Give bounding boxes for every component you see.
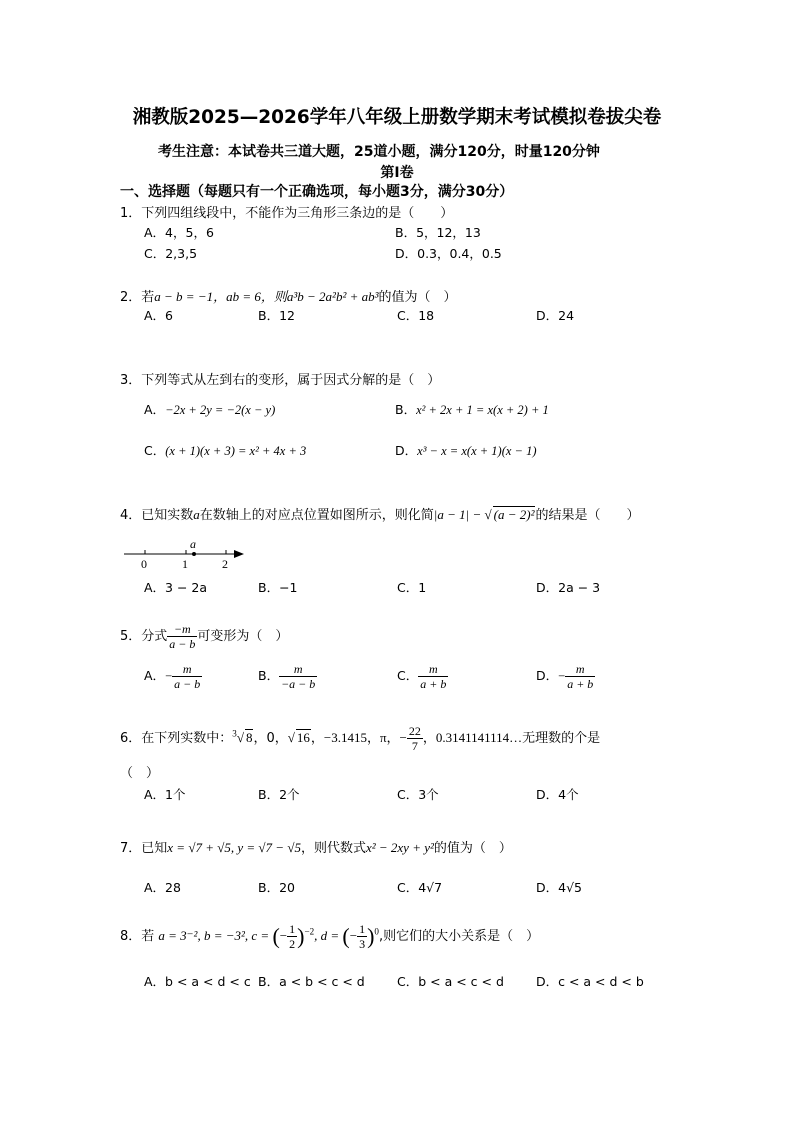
q8-ab: a = 3⁻², b = −3², c =	[158, 928, 273, 943]
q5-option-b-den: −a − b	[281, 677, 316, 691]
exam-title: 湘教版2025—2026学年八年级上册数学期末考试模拟卷拔尖卷	[132, 107, 662, 128]
q8-option-c: C．b < a < c < d	[397, 974, 504, 989]
q6-option-d: D．4个	[536, 787, 579, 802]
point-a	[192, 552, 196, 556]
q6-cube-root-index: 3	[232, 728, 237, 739]
q5-option-a-fraction	[172, 662, 202, 691]
q6-stem-line2: （ ）	[120, 766, 160, 781]
q5-option-d-den: a + b	[567, 677, 594, 691]
q3-stem: 3．下列等式从左到右的变形，属于因式分解的是（ ）	[120, 373, 441, 388]
q1-option-b: B．5，12，13	[395, 225, 481, 240]
q7-expression: x² − 2xy + y²	[365, 840, 434, 855]
q3-option-d	[395, 441, 537, 459]
tick-label-1: 1	[182, 557, 188, 570]
q5-stem-prefix: 5．分式	[120, 629, 168, 644]
q1-option-a: A．4，5，6	[144, 225, 214, 240]
q8-c-num: 1	[289, 922, 296, 936]
q7-option-b: B．20	[258, 880, 295, 895]
q8-d-label: , d =	[314, 928, 343, 943]
q1-option-d: D．0.3，0.4，0.5	[395, 246, 502, 261]
q6-option-a: A．1个	[144, 787, 186, 802]
q5-option-d-sign: −	[558, 669, 566, 683]
q3-option-c-expr: (x + 1)(x + 3) = x² + 4x + 3	[165, 444, 307, 458]
q7-stem-prefix: 7．已知	[120, 841, 168, 856]
q6-fraction-num: 22	[408, 724, 421, 738]
q5-denominator: a − b	[169, 637, 196, 651]
q8-c-fraction	[287, 922, 297, 951]
q5-option-d-fraction	[565, 662, 595, 691]
q4-option-b: B．−1	[258, 580, 298, 595]
q2-stem	[120, 286, 457, 305]
q2-option-d: D．24	[536, 308, 575, 323]
q6-radical-sign-1: √	[236, 730, 244, 745]
q4-variable: a	[193, 507, 200, 522]
exam-notice: 考生注意：本试卷共三道大题，25道小题，满分120分，时量120分钟	[158, 144, 600, 160]
q5-stem-suffix: 可变形为（ ）	[197, 629, 289, 644]
q5-option-a-num: m	[172, 662, 202, 677]
number-line-diagram	[120, 534, 250, 570]
q1-stem: 1．下列四组线段中，不能作为三角形三条边的是（ ）	[120, 206, 454, 221]
q5-option-c	[397, 662, 448, 691]
q8-d-minus: −	[349, 928, 358, 943]
q8-c-exponent: −2	[304, 926, 315, 937]
q7-stem	[120, 837, 512, 856]
q6-radical-sign-2: √	[287, 730, 295, 745]
q5-option-d-label: D．	[536, 668, 559, 683]
q6-option-b: B．2个	[258, 787, 300, 802]
q8-c-den: 2	[289, 937, 296, 951]
q4-radicand: (a − 2)²	[493, 507, 535, 522]
q5-option-b-label: B．	[258, 668, 280, 683]
q5-option-b	[258, 662, 317, 691]
q3-option-b	[395, 400, 549, 418]
q4-stem-prefix: 4．已知实数	[120, 508, 194, 523]
q4-radical-sign: √	[484, 507, 492, 522]
q2-condition: a − b = −1，ab = 6，则	[154, 289, 287, 304]
number-line-arrow	[234, 550, 244, 558]
q8-stem-prefix: 8．若	[120, 929, 159, 944]
q4-stem	[120, 504, 639, 523]
q4-expr1: |a − 1| −	[433, 507, 485, 522]
q4-option-a: A．3 − 2a	[144, 580, 208, 595]
q2-expression: a³b − 2a²b² + ab³	[286, 289, 379, 304]
q6-radicand-1: 8	[245, 730, 253, 745]
q8-d-open: (	[342, 923, 350, 949]
q5-stem	[120, 622, 288, 651]
q8-d-close: )	[367, 923, 375, 949]
q8-d-den: 3	[359, 937, 366, 951]
q5-fraction	[167, 622, 197, 651]
q8-c-minus: −	[279, 928, 288, 943]
q8-c-close: )	[297, 923, 305, 949]
q6-option-c: C．3个	[397, 787, 439, 802]
q6-radicand-2: 16	[296, 730, 310, 745]
q5-option-c-num: m	[418, 662, 448, 677]
q8-stem-suffix: ,则它们的大小关系是（ ）	[378, 929, 540, 944]
q3-option-c	[144, 441, 306, 459]
q4-stem-mid: 在数轴上的对应点位置如图所示，则化简	[199, 508, 434, 523]
q8-d-num: 1	[359, 922, 366, 936]
q2-stem-prefix: 2．若	[120, 290, 155, 305]
q7-option-c: C．4√7	[397, 880, 443, 895]
q2-option-c: C．18	[397, 308, 435, 323]
q8-option-a: A．b < a < d < c	[144, 974, 251, 989]
q3-option-d-label: D．	[395, 443, 418, 458]
q2-option-a: A．6	[144, 308, 174, 323]
q5-option-d-num: m	[565, 662, 595, 677]
q4-option-c: C．1	[397, 580, 427, 595]
q5-option-a	[144, 662, 202, 691]
q7-option-a: A．28	[144, 880, 181, 895]
q4-option-d: D．2a − 3	[536, 580, 601, 595]
q3-option-a	[144, 400, 275, 418]
q5-option-d	[536, 662, 595, 691]
q1-option-c: C．2,3,5	[144, 246, 198, 261]
q3-option-b-expr: x² + 2x + 1 = x(x + 2) + 1	[416, 403, 549, 417]
q8-stem	[120, 922, 539, 951]
q3-option-a-expr: −2x + 2y = −2(x − y)	[165, 403, 276, 417]
q2-option-b: B．12	[258, 308, 295, 323]
q6-stem	[120, 724, 600, 753]
q5-numerator: −m	[167, 622, 197, 637]
q2-stem-suffix: 的值为（ ）	[378, 290, 457, 305]
point-a-label: a	[190, 537, 196, 551]
q6-item3: ，−3.1415，π，−	[310, 730, 407, 745]
q4-stem-suffix: 的结果是（ ）	[535, 508, 640, 523]
q8-d-exponent: 0	[374, 926, 379, 937]
q6-fraction-den: 7	[411, 739, 418, 753]
section-heading: 一、选择题（每题只有一个正确选项，每小题3分，满分30分）	[120, 184, 514, 200]
q7-stem-suffix: 的值为（ ）	[433, 841, 512, 856]
q8-option-d: D．c < a < d < b	[536, 974, 644, 989]
q5-option-b-fraction	[279, 662, 317, 691]
q5-option-a-label: A．	[144, 668, 166, 683]
q8-d-fraction	[357, 922, 367, 951]
q5-option-c-den: a + b	[420, 677, 447, 691]
q7-condition: x = √7 + √5, y = √7 − √5	[167, 840, 301, 855]
tick-label-2: 2	[222, 557, 228, 570]
q3-option-a-label: A．	[144, 402, 166, 417]
q3-option-b-label: B．	[395, 402, 417, 417]
q5-option-c-label: C．	[397, 668, 419, 683]
q6-separator: ，0，	[253, 731, 288, 746]
q7-option-d: D．4√5	[536, 880, 582, 895]
q7-stem-mid: ，则代数式	[300, 841, 366, 856]
q5-option-a-sign: −	[165, 669, 173, 683]
q3-option-c-label: C．	[144, 443, 166, 458]
q6-stem-prefix: 6．在下列实数中：	[120, 731, 233, 746]
tick-label-0: 0	[141, 557, 147, 570]
q5-option-c-fraction	[418, 662, 448, 691]
q8-c-open: (	[272, 923, 280, 949]
q8-option-b: B．a < b < c < d	[258, 974, 365, 989]
volume-heading: 第Ⅰ卷	[380, 165, 414, 181]
q5-option-a-den: a − b	[174, 677, 201, 691]
q5-option-b-num: m	[279, 662, 317, 677]
q6-item5: ，0.3141141114…无理数的个是	[422, 730, 601, 745]
q3-option-d-expr: x³ − x = x(x + 1)(x − 1)	[417, 444, 537, 458]
q6-fraction	[407, 724, 423, 753]
